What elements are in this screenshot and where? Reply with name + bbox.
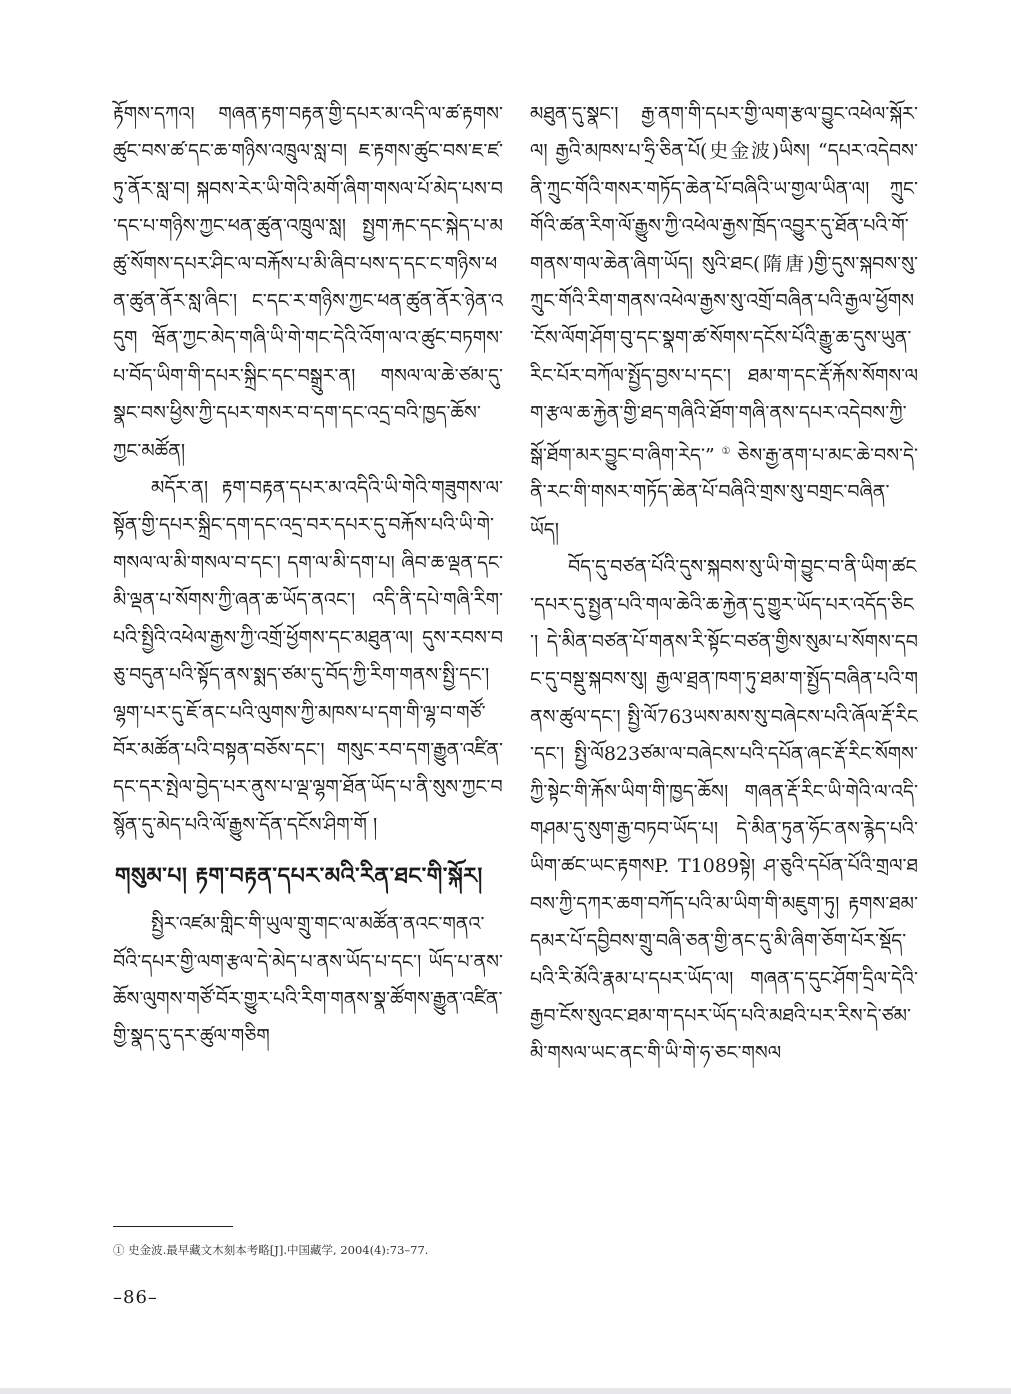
body-paragraph: རྟོགས་དཀའ། གཞན་རྟག་བརྟན་གྱི་དཔར་མ་འདི་ལ་ཚ་རྟགས་ཚུང་བས་ཚ་དང་ཆ་གཉིས་འཁྲུལ་སླ་བ། ཇ་རྟགས་ཚུང་བས་ཇ་ཛ་ཏུ་ནོར་སླ་བ། སྐབས་རེར་ཡི་གེའི་མགོ་ཞིག་གསལ་པོ་མེད་པས་བ་དང་པ་གཉིས་ཀྱང་ཕན་ཚུན་འཁྲུལ་སླ། སྤྱག་རྐང་དང་སྐེད་པ་མཚུ་སོགས་དཔར་ཤིང་ལ་བརྐོས་པ་མི་ཞིབ་པས་ད་དང་ང་གཉིས་ཕན་ཚུན་ནོར་སླ་ཞིང་། ང་དང་ར་གཉིས་ཀྱང་ཕན་ཚུན་ནོར་ཉེན་འདུག ཝོན་ཀྱང་མེད་གཞི་ཡི་གེ་གང་དེའི་འོག་ལ་འ་ཚུང་བཏགས་པ་བོད་ཡིག་གི་དཔར་སྐྲིང་དང་བསྒྲུར་ན། གསལ་ལ་ཆེ་ཙམ་དུ་སྣང་བས་ཕྱིས་ཀྱི་དཔར་གསར་བ་དག་དང་འདྲ་བའི་ཁྱད་ཆོས་ཀྱང་མཚོན། xyxy=(113,103,503,462)
page-number: –86– xyxy=(113,1287,158,1308)
footnote-reference[interactable]: ① xyxy=(714,445,738,457)
body-paragraph: བོད་དུ་བཙན་པོའི་དུས་སྐབས་སུ་ཡི་གེ་བྱུང་བ་ནི་ཡིག་ཚང་དཔར་དུ་སྤྱན་པའི་གལ་ཆེའི་ཆ་རྐྱེན་དུ་གྱུར་ཡོད་པར་འདོད་ཅིང་། དེ་མིན་བཙན་པོ་གནས་རི་སྟོང་བཙན་གྱིས་སུམ་པ་སོགས་དབང་དུ་བསྡུ་སྐབས་སུ། རྒྱལ་ཐྲན་ཁག་ཏུ་ཐམ་ག་སྤྱོད་བཞིན་པའི་གནས་ཚུལ་དང་། སྤྱི་ལོ763ཡས་མས་སུ་བཞེངས་པའི་ཞོལ་རྡོ་རིང་དང་། སྤྱི་ལོ823ཙམ་ལ་བཞེངས་པའི་དཔོན་ཞང་རྡོ་རིང་སོགས་ཀྱི་སྟེང་གི་རྐོས་ཡིག་གི་ཁྱད་ཆོས། གཞན་རྡོ་རིང་ཡི་གེའི་ལ་འདི་གཤམ་དུ་སུག་རྒྱ་བཏབ་ཡོད་པ། དེ་མིན་ཏུན་ཧོང་ནས་རྙེད་པའི་ཡིག་ཚང་ཡང་རྟགསP. T1089སྟེ། ཤ་ཅུའི་དཔོན་པོའི་གྲལ་ཐབས་ཀྱི་དཀར་ཆག་བཀོད་པའི་མ་ཡིག་གི་མཇུག་ཏུ། རྟགས་ཐམ་དམར་པོ་དབྱིབས་གྲུ་བཞི་ཅན་གྱི་ནང་དུ་མི་ཞིག་ཅོག་པོར་སྡོད་པའི་རི་མོའི་རྣམ་པ་དཔར་ཡོད་ལ། གཞན་ད་དུང་ཤོག་དྲིལ་དེའི་རྒྱབ་ངོས་སུའང་ཐམ་ག་དཔར་ཡོད་པའི་མཐའི་པར་རིས་དེ་ཙམ་མི་གསལ་ཡང་ནང་གི་ཡི་གེ་ཧ་ཅང་གསལ xyxy=(530,556,918,1065)
footnote-text: 史金波.最早藏文木刻本考略[J].中国藏学, 2004(4):73–77. xyxy=(128,1243,429,1257)
left-text-column xyxy=(113,96,503,1056)
right-text-column xyxy=(530,96,918,1073)
body-paragraph: སྤྱིར་འཛམ་གླིང་གི་ཡུལ་གྲུ་གང་ལ་མཚོན་ནའང་གནའ་བོའི་དཔར་གྱི་ལག་རྩལ་དེ་མེད་པ་ནས་ཡོད་པ་དང་། ཡོད་པ་ནས་ཆོས་ལུགས་གཙོ་བོར་གྱུར་པའི་རིག་གནས་སྣ་ཚོགས་རྒྱུན་འཛིན་གྱི་སྣད་དུ་དར་ཚུལ་གཅིག xyxy=(113,913,503,1048)
footnote-divider xyxy=(113,1226,233,1227)
section-heading: གསུམ་པ། རྟག་བརྟན་དཔར་མའི་རིན་ཐང་གི་སྐོར། xyxy=(115,863,483,890)
body-paragraph xyxy=(530,96,918,549)
footnote xyxy=(113,1242,813,1258)
footnote-marker: ① xyxy=(113,1243,125,1257)
body-text-segment: ཅེས་རྒྱ་ནག་པ་མང་ཆེ་བས་དེ་ནི་རང་གི་གསར་གཏོད་ཆེན་པོ་བཞིའི་གྲས་སུ་བགྲང་བཞིན་ཡོད། xyxy=(530,443,918,541)
page-bottom-edge xyxy=(0,1388,1011,1394)
body-text-segment: (隋唐)གྱི་དུས་སྐབས་སུ་ཀྲུང་གོའི་རིག་གནས་འཕེལ་རྒྱས་སུ་འགྲོ་བཞིན་པའི་རྒྱལ་ཕྱོགས་ངོས་ལོག་ཤོག་བུ་དང་སྣག་ཚ་སོགས་དངོས་པོའི་རྒྱུ་ཆ་དུས་ཡུན་རིང་པོར་བཀོལ་སྤྱོད་བྱས་པ་དང་། ཐམ་ག་དང་རྡོ་རྐོས་སོགས་ལག་རྩལ་ཆ་རྐྱེན་གྱི་ཐད་གཞིའི་ཐོག་གཞི་ནས་དཔར་འདེབས་ཀྱི་སྒོ་ཐོག་མར་བྱུང་བ་ཞིག་རེད་” xyxy=(530,252,918,466)
body-paragraph: མདོར་ན། རྟག་བརྟན་དཔར་མ་འདིའི་ཡི་གེའི་གཟུགས་ལ་སྟོན་གྱི་དཔར་སྐྲིང་དག་དང་འདྲ་བར་དཔར་དུ་བརྐོས་པའི་ཡི་གེ་གསལ་ལ་མི་གསལ་བ་དང་། དག་ལ་མི་དག་པ། ཞིབ་ཆ་ལྡན་དང་མི་ལྡན་པ་སོགས་ཀྱི་ཞན་ཆ་ཡོད་ནའང་། འདི་ནི་དཔེ་གཞི་རིག་པའི་སྤྱིའི་འཕེལ་རྒྱས་ཀྱི་འགྲོ་ཕྱོགས་དང་མཐུན་ལ། དུས་རབས་བཅུ་བདུན་པའི་སྟོད་ནས་སྨད་ཙམ་དུ་བོད་ཀྱི་རིག་གནས་སྤྱི་དང་། ལྷག་པར་དུ་ཇོ་ནང་པའི་ལུགས་ཀྱི་མཁས་པ་དག་གི་ལྷ་བ་གཙོ་བོར་མཚོན་པའི་བསྟན་བཅོས་དང་། གསུང་རབ་དག་རྒྱུན་འཛིན་དང་དར་སྤེལ་བྱེད་པར་ནུས་པ་ལྡ་ལྷག་ཐོན་ཡོད་པ་ནི་སུས་ཀྱང་བསྙོན་དུ་མེད་པའི་ལོ་རྒྱུས་དོན་དངོས་ཤིག་གོ ། xyxy=(113,477,503,836)
body-text-segment: མཐུན་དུ་སྣང་། རྒྱ་ནག་གི་དཔར་གྱི་ལག་རྩལ་བྱུང་འཕེལ་སྐོར་ལ། རྒྱའི་མཁས་པ་ཧྲི་ཅིན་པོ(史金波)ཡིས། “དཔར་འདེབས་ནི་ཀྲུང་གོའི་གསར་གཏོད་ཆེན་པོ་བཞིའི་ཡ་གྱལ་ཡིན་ལ། ཀྲུང་གོའི་ཚན་རིག་ལོ་རྒྱུས་ཀྱི་འཕེལ་རྒྱས་ཁྲོད་འབྱུར་དུ་ཐོན་པའི་གོ་གནས་གལ་ཆེན་ཞིག་ཡོད། སུའི་ཐང xyxy=(530,103,918,275)
